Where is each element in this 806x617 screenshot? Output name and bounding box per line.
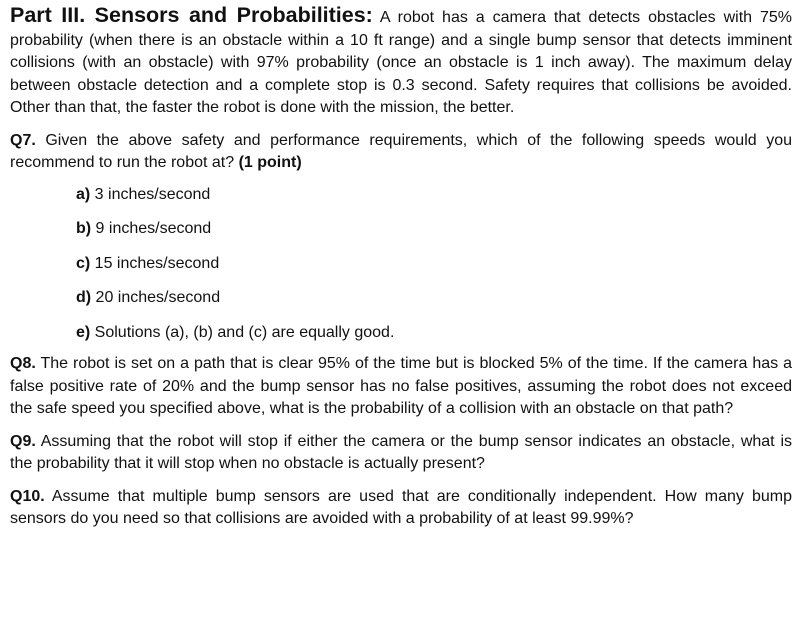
q9-label: Q9.: [10, 432, 36, 450]
option-letter: d): [76, 289, 92, 306]
part-intro-text: A robot has a camera that detects obstacles with 75% probability (when there is an obstacle within a 10 ft range) and a single bump sensor that detects imminent collisions (with an obstacle) with 97% probability (once an obstacle is 1 inch away). The maximum delay between obstacle detection and a complete stop is 0.3 second. Safety requires that collisions be avoided. Other than that, the faster the robot is done with the mission, the better.: [10, 9, 793, 116]
option-letter: a): [76, 185, 91, 203]
question-q7: [10, 130, 792, 175]
option-c: [76, 253, 792, 276]
option-letter: b): [76, 220, 92, 237]
q10-text: Assume that multiple bump sensors are used that are conditionally independent. How many bump sensors do you need so that collisions are avoided with a probability of at least 99.99%?: [10, 487, 792, 527]
part-heading: Part III. Sensors and Probabilities:: [10, 3, 373, 27]
option-e: [76, 322, 792, 345]
option-b: [76, 218, 792, 241]
question-q9: [10, 431, 792, 476]
option-letter: e): [76, 323, 91, 341]
q7-label: Q7.: [10, 131, 36, 149]
q8-text: The robot is set on a path that is clear 95% of the time but is blocked 5% of the time. If the camera has a false positive rate of 20% and the bump sensor has no false positives, assuming the robot does not exceed the safe speed you specified above, what is the probability of a collision with an obstacle on that path?: [10, 355, 792, 417]
q7-options-list: [10, 184, 792, 345]
option-text: Solutions (a), (b) and (c) are equally good.: [90, 323, 395, 341]
q10-label: Q10.: [10, 487, 45, 505]
part-intro-paragraph: [10, 4, 792, 120]
option-text: 3 inches/second: [90, 185, 211, 203]
question-q8: [10, 353, 792, 421]
option-letter: c): [76, 254, 91, 272]
question-q10: [10, 486, 792, 531]
q9-text: Assuming that the robot will stop if either the camera or the bump sensor indicates an obstacle, what is the probability that it will stop when no obstacle is actually present?: [10, 432, 792, 472]
option-text: 20 inches/second: [91, 289, 221, 306]
option-text: 9 inches/second: [91, 220, 212, 237]
option-a: [76, 184, 792, 207]
q7-points: (1 point): [238, 154, 302, 171]
q7-text: Given the above safety and performance requirements, which of the following speeds would you recommend to run the robot at?: [10, 131, 792, 171]
option-d: [76, 287, 792, 310]
option-text: 15 inches/second: [90, 254, 220, 272]
q8-label: Q8.: [10, 355, 36, 372]
